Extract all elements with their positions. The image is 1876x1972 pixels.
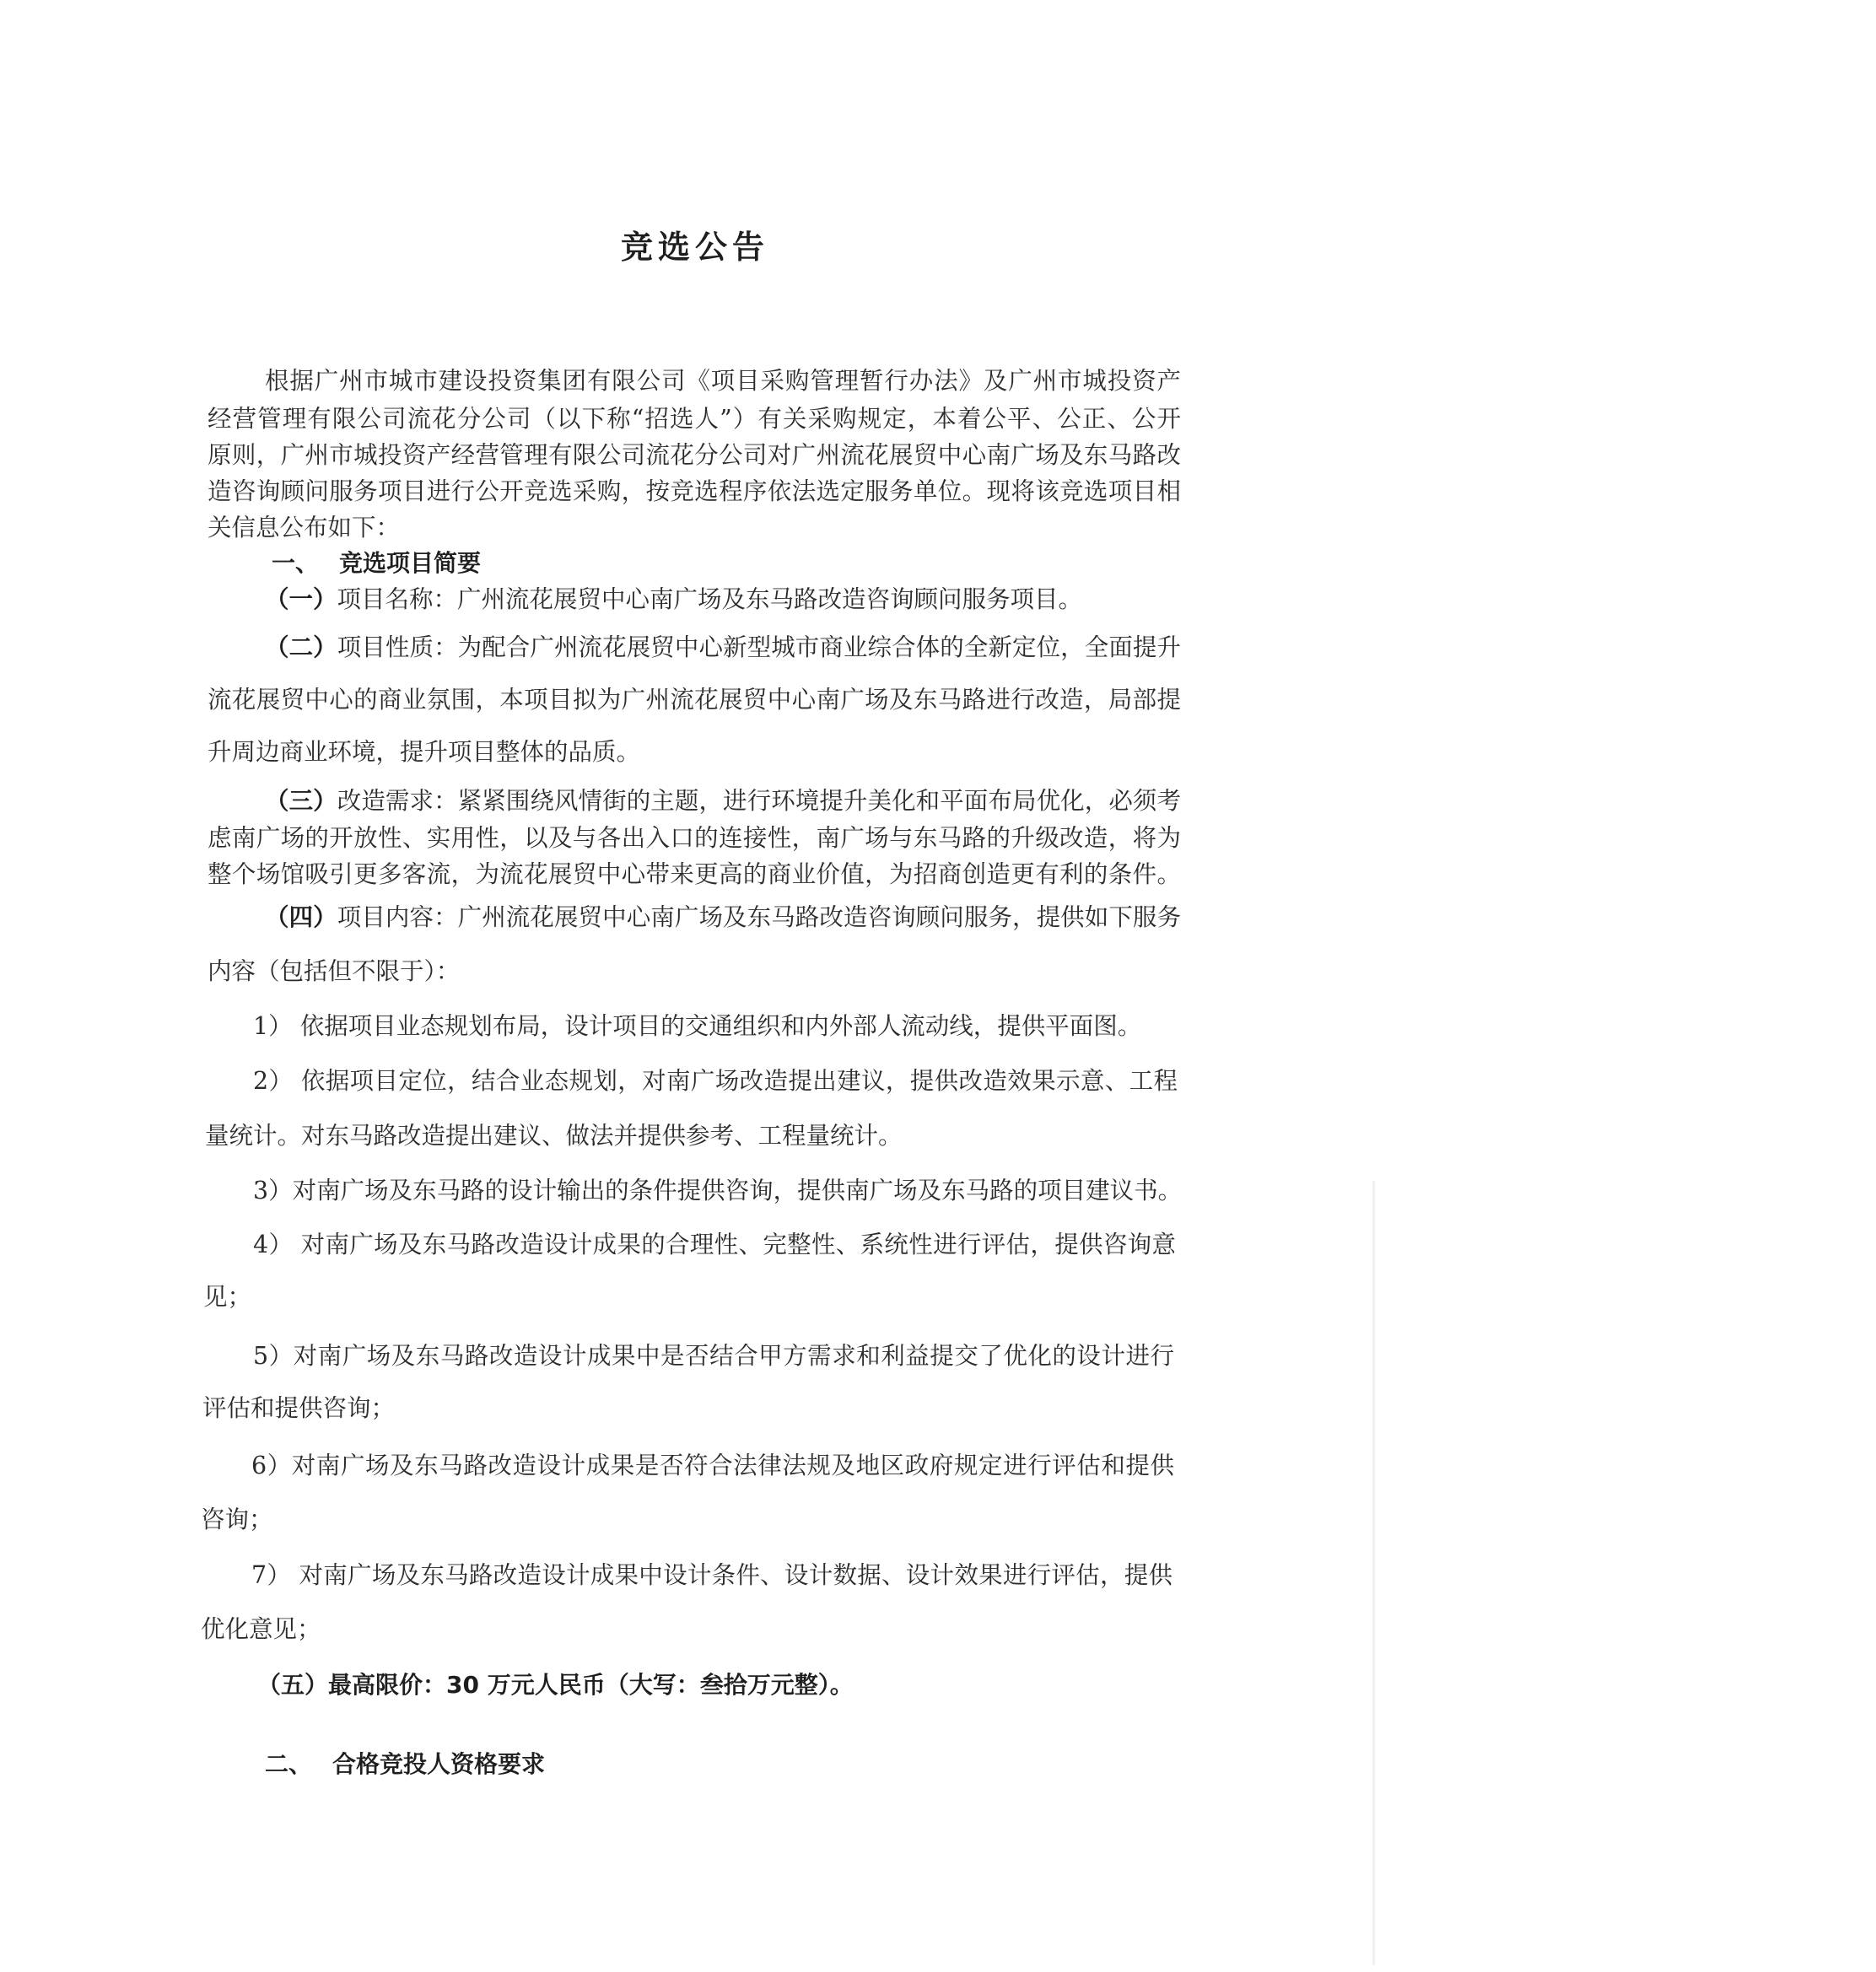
item-2-line-3: 升周边商业环境，提升项目整体的品质。: [208, 738, 641, 766]
item-1: [265, 583, 1082, 617]
item-4-line-2: 内容（包括但不限于）：: [208, 957, 461, 985]
item-3-line-1: [265, 784, 1181, 818]
section-2-title: 合格竞投人资格要求: [332, 1750, 546, 1778]
item-3-line-3: 整个场馆吸引更多客流，为流花展贸中心带来更高的商业价值，为招商创造更有利的条件。: [208, 860, 1181, 888]
subitem-2-line-2: 量统计。对东马路改造提出建议、做法并提供参考、工程量统计。: [205, 1122, 903, 1150]
item-4-label: （四）: [265, 903, 337, 931]
subitem-5-line-1: 5）对南广场及东马路改造设计成果中是否结合甲方需求和利益提交了优化的设计进行: [253, 1342, 1174, 1370]
item-2-text-1: 项目性质：为配合广州流花展贸中心新型城市商业综合体的全新定位，全面提升: [337, 633, 1181, 661]
item-4-text-1: 项目内容：广州流花展贸中心南广场及东马路改造咨询顾问服务，提供如下服务: [337, 903, 1181, 931]
subitem-3: 3）对南广场及东马路的设计输出的条件提供咨询，提供南广场及东马路的项目建议书。: [253, 1177, 1183, 1204]
item-5-price-cap: （五）最高限价：30 万元人民币（大写：叁拾万元整）。: [257, 1671, 854, 1699]
intro-line-3: 原则，广州市城投资产经营管理有限公司流花分公司对广州流花展贸中心南广场及东马路改: [208, 441, 1181, 469]
subitem-6-line-2: 咨询；: [201, 1506, 273, 1533]
subitem-6-line-1: 6）对南广场及东马路改造设计成果是否符合法律法规及地区政府规定进行评估和提供: [251, 1452, 1174, 1479]
intro-line-1: 根据广州市城市建设投资集团有限公司《项目采购管理暂行办法》及广州市城投资产: [265, 367, 1181, 395]
subitem-4-line-2: 见；: [203, 1283, 252, 1311]
section-1-title: 竞选项目简要: [339, 549, 482, 577]
item-3-label: （三）: [265, 787, 337, 815]
item-2-line-1: [265, 631, 1181, 665]
subitem-5-line-2: 评估和提供咨询；: [202, 1394, 396, 1422]
subitem-1: 1） 依据项目业态规划布局，设计项目的交通组织和内外部人流动线，提供平面图。: [253, 1012, 1142, 1040]
section-2-number: 二、: [265, 1750, 313, 1778]
section-2-heading: [265, 1748, 545, 1781]
section-1-heading: [272, 547, 481, 580]
document-title: 竞选公告: [620, 229, 769, 266]
subitem-7-line-1: 7） 对南广场及东马路改造设计成果中设计条件、设计数据、设计效果进行评估，提供: [251, 1561, 1172, 1589]
item-1-label: （一）: [265, 585, 337, 613]
item-2-label: （二）: [265, 633, 337, 661]
subitem-7-line-2: 优化意见；: [201, 1615, 321, 1643]
section-1-number: 一、: [272, 549, 320, 577]
item-3-line-2: 虑南广场的开放性、实用性，以及与各出入口的连接性，南广场与东马路的升级改造，将为: [208, 824, 1181, 852]
subitem-4-line-1: 4） 对南广场及东马路改造设计成果的合理性、完整性、系统性进行评估，提供咨询意: [253, 1231, 1176, 1258]
item-4-line-1: [265, 901, 1181, 935]
intro-line-5: 关信息公布如下：: [208, 514, 401, 541]
intro-line-2: 经营管理有限公司流花分公司（以下称“招选人”）有关采购规定，本着公平、公正、公开: [208, 405, 1181, 433]
item-1-text: 项目名称：广州流花展贸中心南广场及东马路改造咨询顾问服务项目。: [337, 585, 1083, 613]
page-edge-shadow: [1372, 1181, 1375, 1965]
intro-line-4: 造咨询顾问服务项目进行公开竞选采购，按竞选程序依法选定服务单位。现将该竞选项目相: [208, 477, 1181, 505]
subitem-2-line-1: 2） 依据项目定位，结合业态规划，对南广场改造提出建议，提供改造效果示意、工程: [253, 1067, 1178, 1095]
item-3-text-1: 改造需求：紧紧围绕风情街的主题，进行环境提升美化和平面布局优化，必须考: [337, 787, 1181, 815]
item-2-line-2: 流花展贸中心的商业氛围，本项目拟为广州流花展贸中心南广场及东马路进行改造，局部提: [208, 686, 1181, 714]
